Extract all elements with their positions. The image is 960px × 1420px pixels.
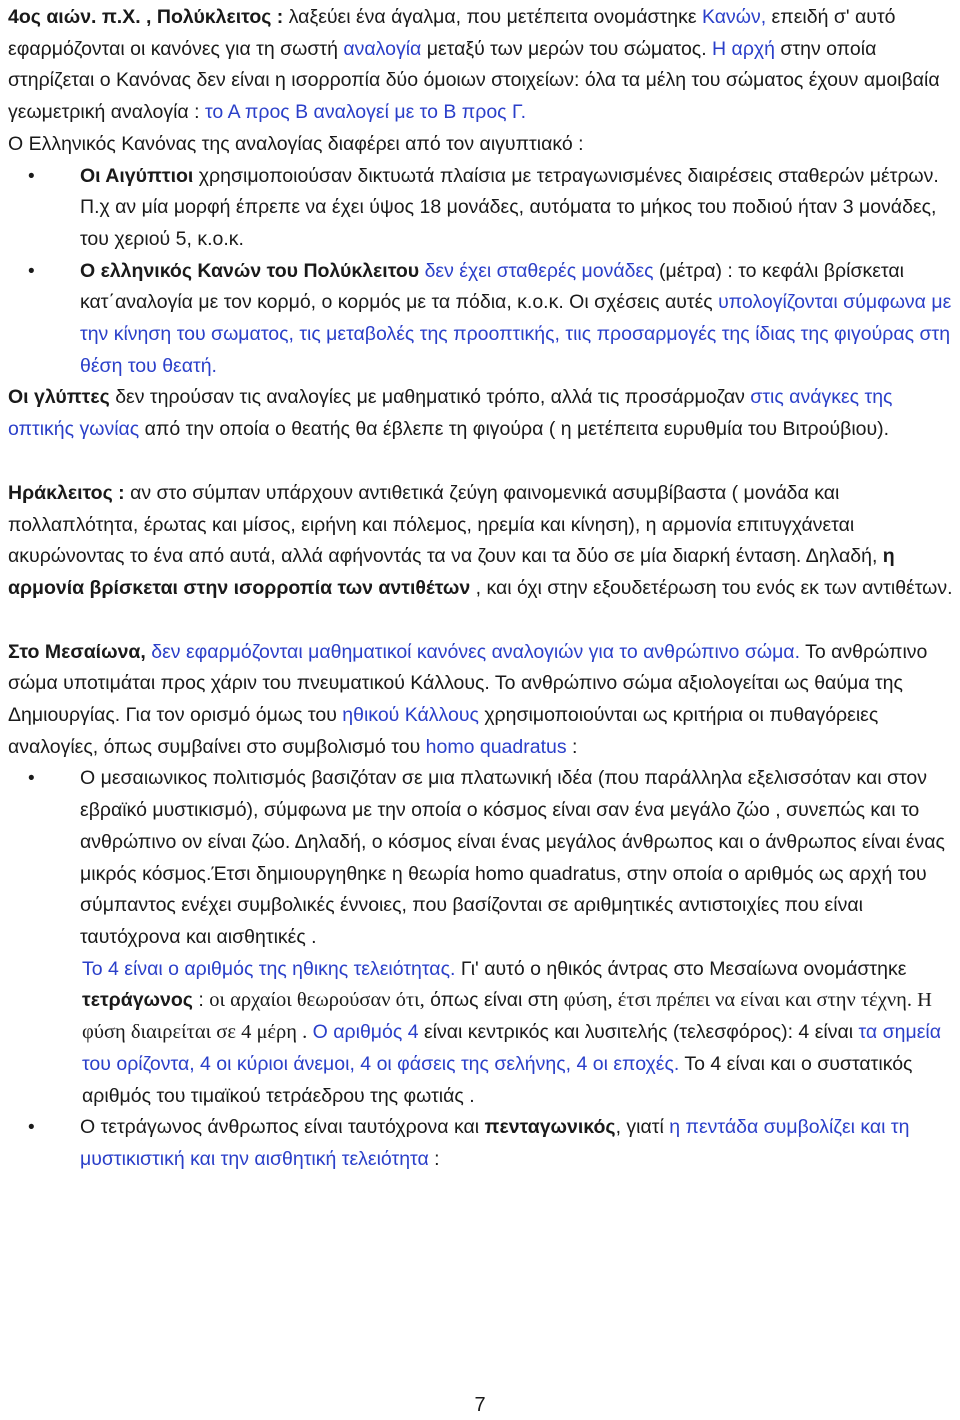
canon-intro: Ο Ελληνικός Κανόνας της αναλογίας διαφέρει από τον αιγυπτιακό : xyxy=(8,132,584,155)
heraclitus-heading: Ηράκλειτος : xyxy=(8,481,125,504)
medieval-culture-bullet: • Ο μεσαιωνικος πολιτισμός βασιζόταν σε μια πλατωνική ιδέα (που παράλληλα εξελισσόταν και στον εβραϊκό μυστικισμό), σύμφωνα με την οποία ο κόσμος είναι σαν ένα μεγάλο ζώο , συνεπώς και το ανθρώπινο ον είναι ζώο. Δηλαδή, ο κόσμος είναι ένας μεγάλος άνθρωπος και ο άνθρωπος είναι ένας μικρός κόσμος.Έτσι δημιουργηθηκε η θεωρία homo quadratus, στην οποία ο αριθμός ως αρχή του σύμπαντος ενέχει συμβολικές έννοιες, που βασίζονται σε αριθμητικές αντιστοιχίες που είναι ταυτόχρονα και αισθητικές . xyxy=(8,763,958,953)
document-page xyxy=(8,2,958,1176)
polykleitos-heading: 4ος αιών. π.Χ. , Πολύκλειτος : xyxy=(8,6,284,28)
canon-comparison-list xyxy=(8,161,958,383)
polykleitos-paragraph: 4ος αιών. π.Χ. , Πολύκλειτος : λαξεύει ένα άγαλμα, που μετέπειτα ονομάστηκε Κανών, επειδή σ' αυτό εφαρμόζονται οι κανόνες για τη σωστή αναλογία μεταξύ των μερών του σώματος. Η αρχή στην οποία στηρίζεται ο Κανόνας δεν είναι η ισορροπία δύο όμοιων στοιχείων: όλα τα μέλη του σώματος έχουν αμοιβαία γεωμετρική αναλογία : το Α προς Β αναλογεί με το Β προς Γ. xyxy=(8,6,940,124)
greek-bullet: • Ο ελληνικός Κανών του Πολύκλειτου δεν έχει σταθερές μονάδες (μέτρα) : το κεφάλι βρίσκεται κατ΄αναλογία με τον κορμό, ο κορμός με τα πόδια, κ.ο.κ. Οι σχέσεις αυτές υπολογίζονται σύμφωνα με την κίνηση του σωματος, τις μεταβολές της προοπτικής, τιις προσαρμογές της ίδιας της φιγούρας στη θέση του θεατή. xyxy=(8,256,958,383)
homo-quadratus-list xyxy=(8,763,958,953)
egyptian-bullet: • Οι Αιγύπτιοι χρησιμοποιούσαν δικτυωτά πλαίσια με τετραγωνισμένες διαιρέσεις σταθερών μέτρων. Π.χ αν μία μορφή έπρεπε να έχει ύψος 18 μονάδες, αυτόματα το μήκος του ποδιού ήταν 3 μονάδες, του χεριού 5, κ.ο.κ. xyxy=(8,161,958,256)
number-four-paragraph: Το 4 είναι ο αριθμός της ηθικης τελειότητας. Γι' αυτό ο ηθικός άντρας στο Μεσαίωνα ονομάστηκε τετράγωνος : οι αρχαίοι θεωρούσαν ότι, όπως είναι στη φύση, έτσι πρέπει να είναι και στην τέχνη. Η φύση διαιρείται σε 4 μέρη . Ο αριθμός 4 είναι κεντρικός και λυσιτελής (τελεσφόρος): 4 είναι τα σημεία του ορίζοντα, 4 οι κύριοι άνεμοι, 4 οι φάσεις της σελήνης, 4 οι εποχές. Το 4 είναι και ο συστατικός αριθμός του τιμαϊκού τετράεδρου της φωτιάς . xyxy=(82,957,942,1107)
pentagonal-list xyxy=(8,1112,958,1175)
middle-ages-paragraph: Στο Μεσαίωνα, δεν εφαρμόζονται μαθηματικοί κανόνες αναλογιών για το ανθρώπινο σώμα. Το ανθρώπινο σώμα υποτιμάται προς χάριν του πνευματικού Κάλλους. Το ανθρώπινο σώμα αξιολογείται ως θαύμα της Δημιουργίας. Για τον ορισμό όμως του ηθικού Κάλλους χρησιμοποιούνται ως κριτήρια οι πυθαγόρειες αναλογίες, όπως συμβαίνει στο συμβολισμό του homo quadratus : xyxy=(8,640,928,758)
page-number: 7 xyxy=(474,1394,486,1416)
sculptors-paragraph: Οι γλύπτες δεν τηρούσαν τις αναλογίες με μαθηματικό τρόπο, αλλά τις προσάρμοζαν στις ανάγκες της οπτικής γωνίας από την οποία ο θεατής θα έβλεπε τη φιγούρα ( η μετέπειτα ευρυθμία του Βιτρούβιου). xyxy=(8,386,893,441)
pentagonal-bullet: • Ο τετράγωνος άνθρωπος είναι ταυτόχρονα και πενταγωνικός, γιατί η πεντάδα συμβολίζει και τη μυστικιστική και την αισθητική τελειότητα : xyxy=(8,1112,958,1175)
middle-ages-heading: Στο Μεσαίωνα, xyxy=(8,640,146,663)
heraclitus-paragraph: Ηράκλειτος : αν στο σύμπαν υπάρχουν αντιθετικά ζεύγη φαινομενικά ασυμβίβαστα ( μονάδα και πολλαπλότητα, έρωτας και μίσος, ειρήνη και πόλεμος, ηρεμία και κίνηση), η αρμονία επιτυγχάνεται ακυρώνοντας το ένα από αυτά, αλλά αφήνοντάς τα να ζουν και τα δύο σε μία διαρκή ένταση. Δηλαδή, η αρμονία βρίσκεται στην ισορροπία των αντιθέτων , και όχι στην εξουδετέρωση του ενός εκ των αντιθέτων. xyxy=(8,481,953,599)
